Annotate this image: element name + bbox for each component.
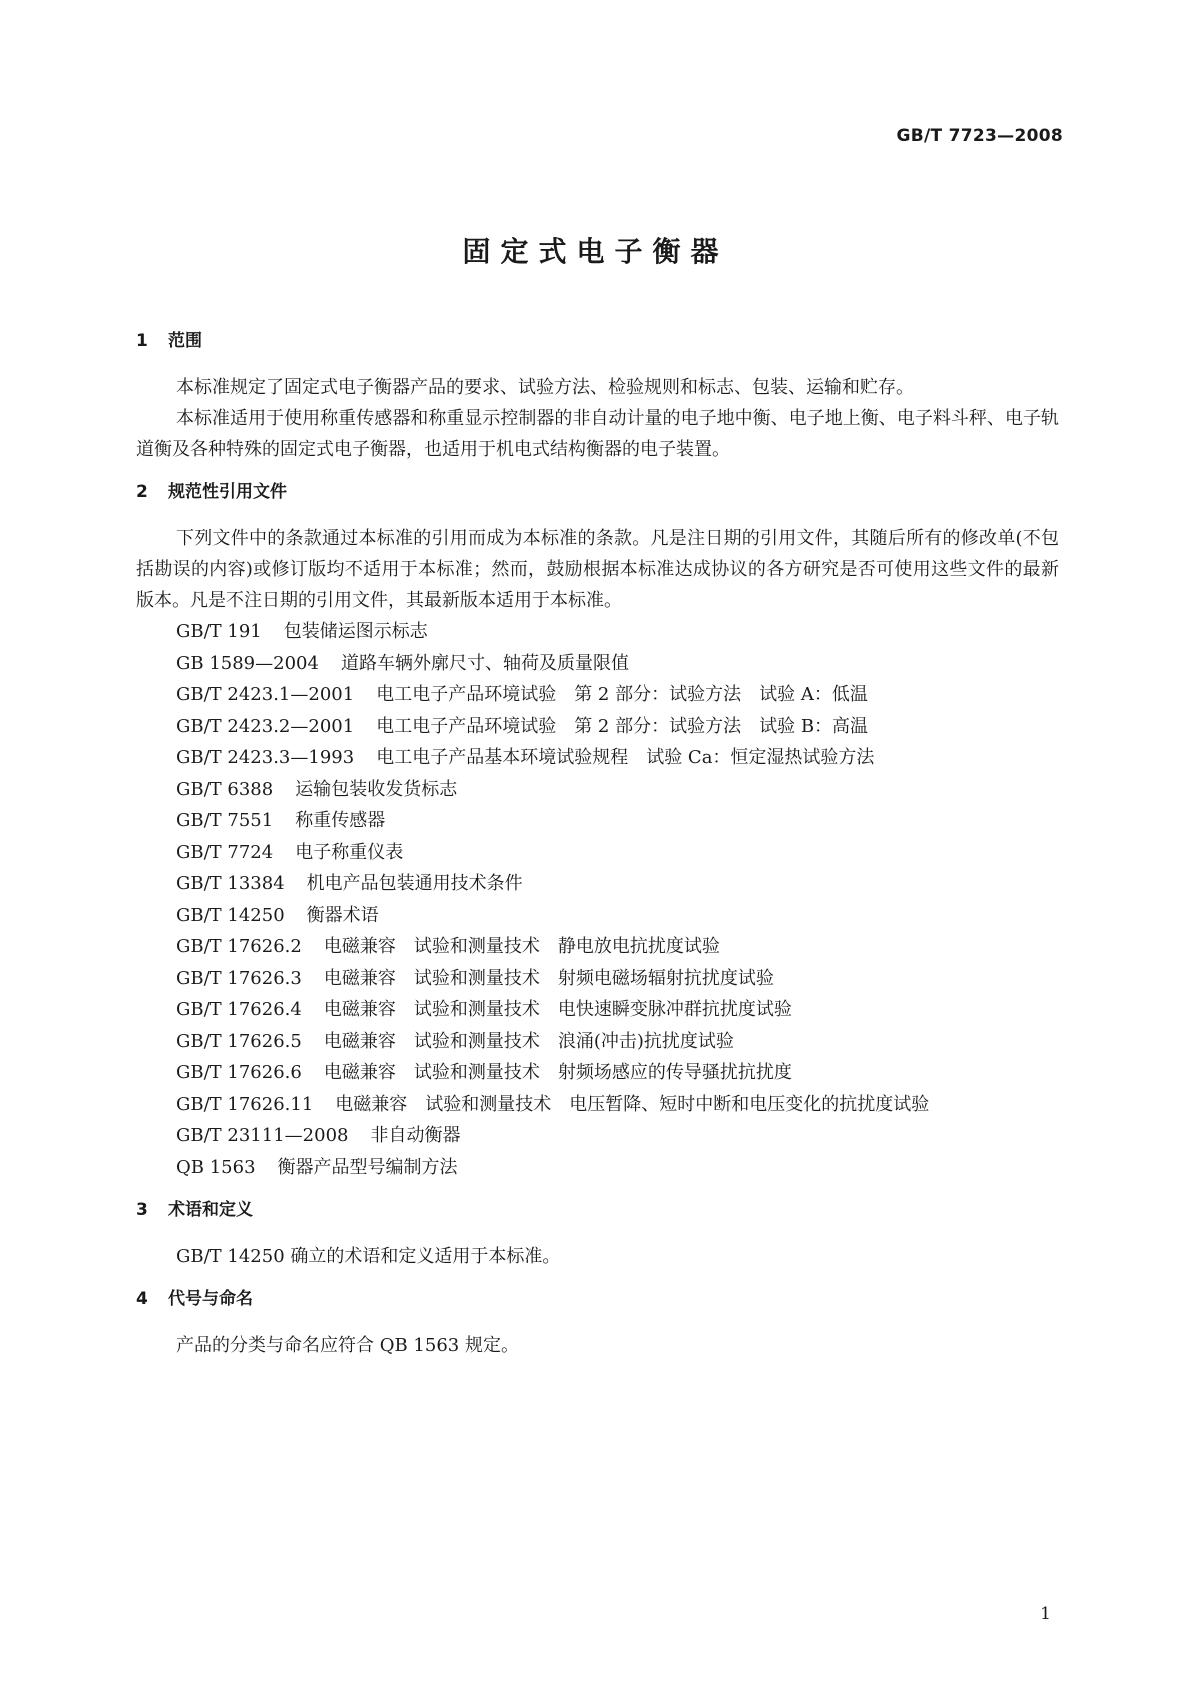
reference-item — [136, 900, 1059, 932]
reference-code: GB/T 7724 — [176, 841, 274, 863]
reference-code: GB/T 17626.5 — [176, 1030, 302, 1052]
references-intro: 下列文件中的条款通过本标准的引用而成为本标准的条款。凡是注日期的引用文件，其随后所有的修改单(不包括勘误的内容)或修订版均不适用于本标准；然而，鼓励根据本标准达成协议的各方研究是否可使用这些文件的最新版本。凡是不注日期的引用文件，其最新版本适用于本标准。 — [136, 528, 1059, 611]
section-title: 术语和定义 — [168, 1200, 253, 1220]
reference-title: 电磁兼容 试验和测量技术 电压暂降、短时中断和电压变化的抗扰度试验 — [335, 1093, 930, 1115]
reference-item — [136, 648, 1059, 680]
reference-code: GB/T 2423.1—2001 — [176, 684, 355, 705]
reference-item — [136, 742, 1059, 774]
reference-code: GB/T 2423.2—2001 — [176, 715, 355, 737]
reference-item — [136, 837, 1059, 869]
reference-code: GB/T 7551 — [176, 810, 274, 831]
reference-item — [136, 868, 1059, 900]
reference-title: 电工电子产品环境试验 第 2 部分：试验方法 试验 A：低温 — [376, 684, 868, 705]
reference-item — [136, 805, 1059, 837]
reference-title: 非自动衡器 — [370, 1125, 461, 1146]
reference-title: 运输包装收发货标志 — [295, 778, 458, 800]
reference-item — [136, 711, 1059, 743]
reference-item — [136, 679, 1059, 711]
reference-title: 衡器产品型号编制方法 — [277, 1156, 458, 1178]
reference-title: 包装储运图示标志 — [283, 621, 428, 642]
reference-title: 电磁兼容 试验和测量技术 静电放电抗扰度试验 — [323, 936, 720, 957]
document-body — [136, 328, 1059, 1361]
reference-item — [136, 1089, 1059, 1121]
section-number: 3 — [136, 1200, 148, 1220]
terms-paragraph: GB/T 14250 确立的术语和定义适用于本标准。 — [176, 1246, 561, 1267]
reference-title: 机电产品包装通用技术条件 — [306, 873, 523, 894]
reference-title: 衡器术语 — [306, 904, 379, 926]
section-number: 1 — [136, 331, 148, 351]
reference-item — [136, 963, 1059, 995]
document-title: 固定式电子衡器 — [462, 235, 729, 268]
reference-item — [136, 616, 1059, 648]
reference-title: 电磁兼容 试验和测量技术 射频电磁场辐射抗扰度试验 — [323, 967, 774, 989]
reference-item — [136, 1120, 1059, 1152]
reference-code: GB/T 17626.6 — [176, 1062, 302, 1083]
reference-code: GB/T 23111—2008 — [176, 1125, 349, 1146]
reference-title: 电磁兼容 试验和测量技术 浪涌(冲击)抗扰度试验 — [323, 1030, 734, 1052]
scope-paragraph: 本标准适用于使用称重传感器和称重显示控制器的非自动计量的电子地中衡、电子地上衡、电子料斗秤、电子轨道衡及各种特殊的固定式电子衡器，也适用于机电式结构衡器的电子装置。 — [136, 408, 1059, 460]
section-title: 范围 — [168, 331, 202, 351]
reference-title: 道路车辆外廓尺寸、轴荷及质量限值 — [340, 652, 629, 674]
reference-code: GB/T 13384 — [176, 873, 285, 894]
reference-code: GB/T 17626.3 — [176, 967, 302, 989]
reference-title: 电子称重仪表 — [295, 841, 404, 863]
reference-item — [136, 1057, 1059, 1089]
reference-code: GB/T 6388 — [176, 778, 274, 800]
reference-code: GB/T 2423.3—1993 — [176, 747, 355, 768]
page-number: 1 — [1040, 1604, 1051, 1624]
reference-code: GB/T 17626.11 — [176, 1093, 314, 1115]
reference-code: QB 1563 — [176, 1156, 256, 1178]
reference-item — [136, 774, 1059, 806]
section-heading-scope — [136, 328, 1059, 354]
section-title: 规范性引用文件 — [168, 482, 287, 502]
reference-item — [136, 931, 1059, 963]
reference-code: GB/T 191 — [176, 621, 262, 642]
reference-title: 称重传感器 — [295, 810, 386, 831]
section-number: 4 — [136, 1289, 148, 1309]
section-number: 2 — [136, 482, 148, 502]
reference-code: GB 1589—2004 — [176, 652, 319, 674]
section-heading-normative-references — [136, 479, 1059, 505]
reference-code: GB/T 17626.4 — [176, 999, 302, 1020]
section-title: 代号与命名 — [168, 1289, 253, 1309]
reference-title: 电工电子产品基本环境试验规程 试验 Ca：恒定湿热试验方法 — [376, 747, 875, 768]
reference-item — [136, 1152, 1059, 1184]
reference-list — [136, 616, 1059, 1183]
reference-item — [136, 994, 1059, 1026]
designation-paragraph: 产品的分类与命名应符合 QB 1563 规定。 — [176, 1335, 519, 1356]
reference-item — [136, 1026, 1059, 1058]
standard-code: GB/T 7723—2008 — [896, 126, 1063, 146]
section-heading-designation — [136, 1286, 1059, 1312]
section-heading-terms — [136, 1197, 1059, 1223]
scope-paragraph: 本标准规定了固定式电子衡器产品的要求、试验方法、检验规则和标志、包装、运输和贮存。 — [176, 377, 914, 398]
reference-title: 电磁兼容 试验和测量技术 射频场感应的传导骚扰抗扰度 — [323, 1062, 792, 1083]
reference-code: GB/T 14250 — [176, 904, 285, 926]
reference-title: 电磁兼容 试验和测量技术 电快速瞬变脉冲群抗扰度试验 — [323, 999, 792, 1020]
reference-title: 电工电子产品环境试验 第 2 部分：试验方法 试验 B：高温 — [376, 715, 869, 737]
reference-code: GB/T 17626.2 — [176, 936, 302, 957]
